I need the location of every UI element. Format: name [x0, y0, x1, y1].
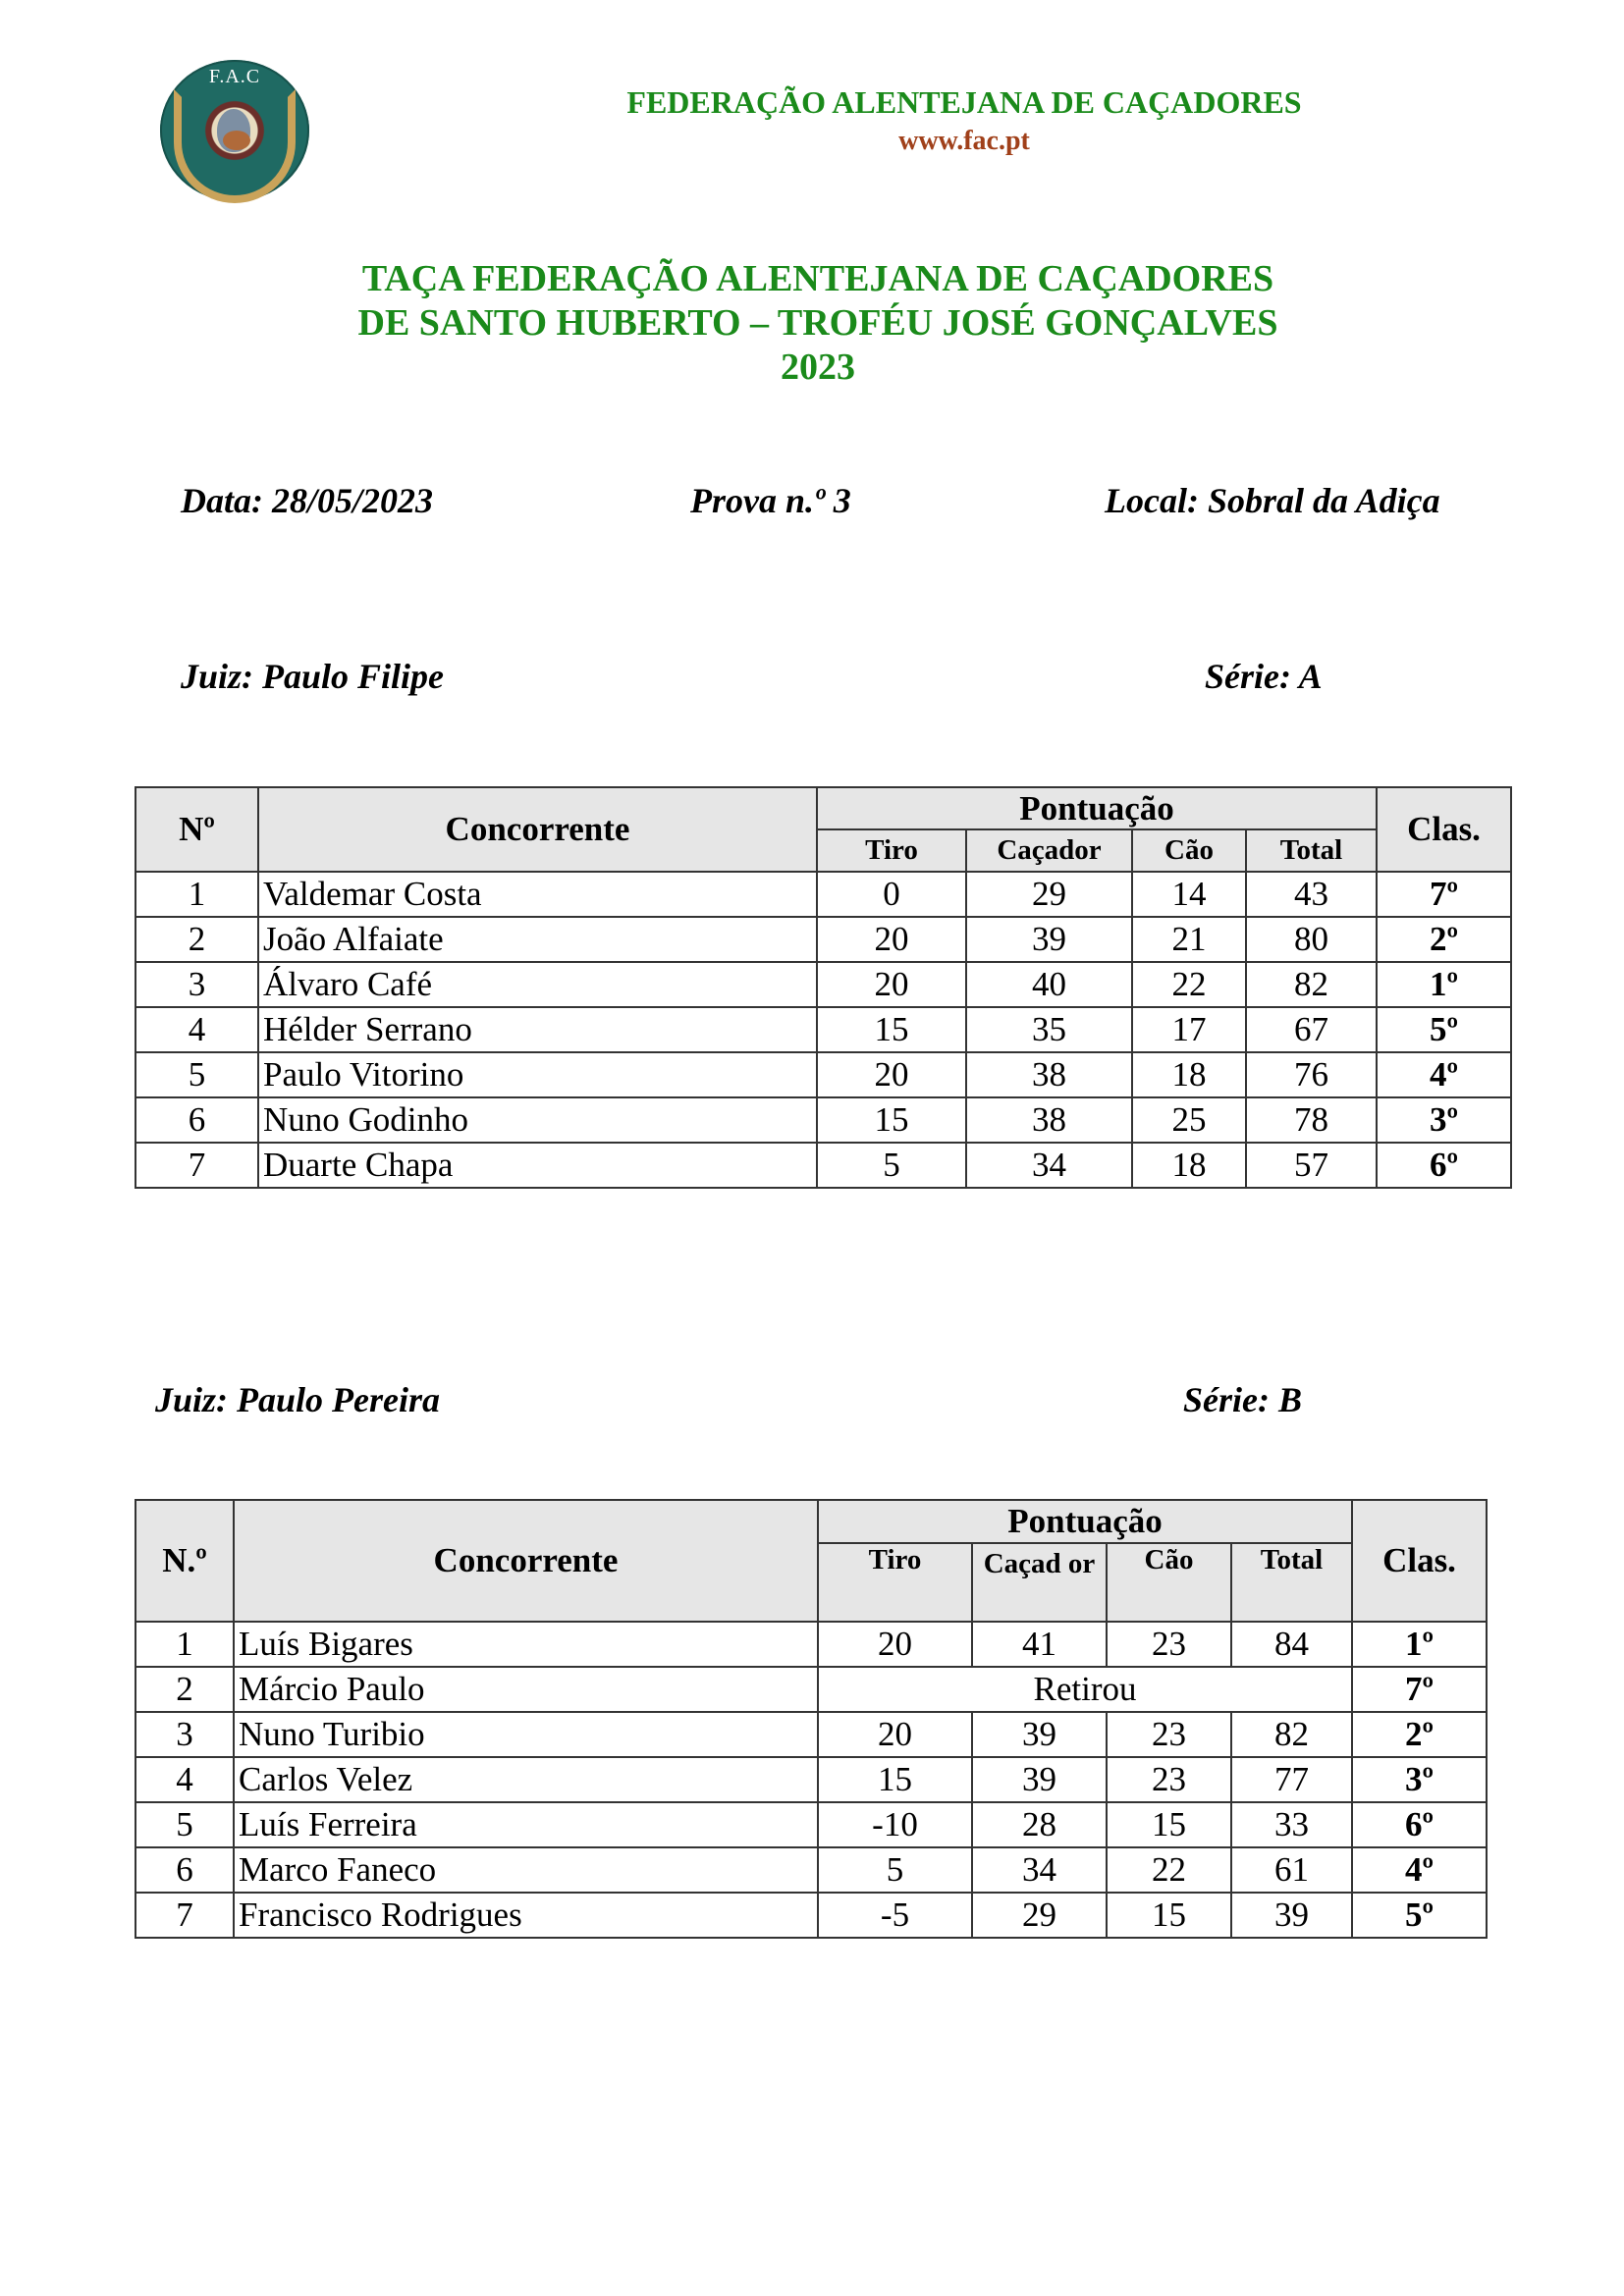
cell-tiro: 5 — [818, 1847, 972, 1893]
cell-cao: 21 — [1132, 917, 1246, 962]
cell-name: Paulo Vitorino — [258, 1052, 817, 1097]
series-b-table — [135, 1499, 1488, 1939]
cell-name: Francisco Rodrigues — [234, 1893, 818, 1938]
cell-cacador: 39 — [966, 917, 1132, 962]
col-header-cao: Cão — [1107, 1543, 1231, 1622]
cell-no: 5 — [135, 1052, 258, 1097]
cell-cao: 18 — [1132, 1052, 1246, 1097]
cell-cao: 22 — [1107, 1847, 1231, 1893]
table-row — [135, 1667, 1487, 1712]
cell-total: 39 — [1231, 1893, 1352, 1938]
cell-no: 6 — [135, 1097, 258, 1143]
event-prova: Prova n.º 3 — [690, 481, 851, 520]
table-row — [135, 1757, 1487, 1802]
cell-no: 2 — [135, 917, 258, 962]
cell-no: 1 — [135, 872, 258, 917]
series-a-label: Série: A — [1205, 657, 1323, 696]
title-line-3: 2023 — [781, 347, 855, 388]
cell-clas: 2º — [1377, 917, 1511, 962]
table-row — [135, 1712, 1487, 1757]
cell-no: 3 — [135, 1712, 234, 1757]
cell-clas: 4º — [1352, 1847, 1487, 1893]
cell-retired: Retirou — [818, 1667, 1352, 1712]
cell-name: Marco Faneco — [234, 1847, 818, 1893]
table-row — [135, 1143, 1511, 1188]
cell-cacador: 39 — [972, 1712, 1107, 1757]
cell-tiro: 15 — [817, 1007, 966, 1052]
col-header-cao: Cão — [1132, 829, 1246, 872]
col-header-no: N.º — [135, 1500, 234, 1622]
cell-clas: 3º — [1377, 1097, 1511, 1143]
cell-cao: 23 — [1107, 1712, 1231, 1757]
cell-cao: 15 — [1107, 1893, 1231, 1938]
cell-clas: 1º — [1352, 1622, 1487, 1667]
cell-cacador: 28 — [972, 1802, 1107, 1847]
org-url: www.fac.pt — [898, 126, 1030, 156]
cell-total: 61 — [1231, 1847, 1352, 1893]
cell-name: João Alfaiate — [258, 917, 817, 962]
cell-tiro: 20 — [817, 917, 966, 962]
cell-no: 6 — [135, 1847, 234, 1893]
series-a-judge: Juiz: Paulo Filipe — [181, 657, 445, 696]
col-header-cacador: Caçador — [966, 829, 1132, 872]
cell-cacador: 38 — [966, 1097, 1132, 1143]
cell-cao: 25 — [1132, 1097, 1246, 1143]
title-line-2: DE SANTO HUBERTO – TROFÉU JOSÉ GONÇALVES — [357, 302, 1278, 344]
cell-no: 1 — [135, 1622, 234, 1667]
col-header-group: Pontuação — [817, 787, 1377, 829]
cell-clas: 5º — [1352, 1893, 1487, 1938]
cell-cacador: 35 — [966, 1007, 1132, 1052]
cell-total: 78 — [1246, 1097, 1377, 1143]
cell-no: 3 — [135, 962, 258, 1007]
cell-no: 5 — [135, 1802, 234, 1847]
table-row — [135, 1847, 1487, 1893]
cell-clas: 6º — [1352, 1802, 1487, 1847]
cell-tiro: 20 — [818, 1622, 972, 1667]
col-header-name: Concorrente — [258, 787, 817, 872]
cell-cacador: 29 — [972, 1893, 1107, 1938]
cell-cao: 18 — [1132, 1143, 1246, 1188]
cell-clas: 6º — [1377, 1143, 1511, 1188]
cell-cao: 22 — [1132, 962, 1246, 1007]
cell-tiro: 15 — [817, 1097, 966, 1143]
cell-clas: 4º — [1377, 1052, 1511, 1097]
col-header-name: Concorrente — [234, 1500, 818, 1622]
series-b-judge: Juiz: Paulo Pereira — [155, 1380, 441, 1419]
table-row — [135, 917, 1511, 962]
cell-name: Duarte Chapa — [258, 1143, 817, 1188]
cell-name: Luís Ferreira — [234, 1802, 818, 1847]
cell-name: Hélder Serrano — [258, 1007, 817, 1052]
cell-tiro: 5 — [817, 1143, 966, 1188]
cell-name: Luís Bigares — [234, 1622, 818, 1667]
cell-name: Nuno Turibio — [234, 1712, 818, 1757]
cell-cacador: 29 — [966, 872, 1132, 917]
document-title — [0, 257, 1624, 390]
col-header-tiro: Tiro — [818, 1543, 972, 1622]
cell-cacador: 41 — [972, 1622, 1107, 1667]
cell-total: 43 — [1246, 872, 1377, 917]
cell-tiro: 20 — [817, 962, 966, 1007]
cell-cacador: 34 — [966, 1143, 1132, 1188]
cell-cao: 14 — [1132, 872, 1246, 917]
cell-cao: 15 — [1107, 1802, 1231, 1847]
cell-clas: 1º — [1377, 962, 1511, 1007]
cell-cacador: 38 — [966, 1052, 1132, 1097]
cell-total: 76 — [1246, 1052, 1377, 1097]
cell-clas: 7º — [1352, 1667, 1487, 1712]
table-row — [135, 962, 1511, 1007]
title-line-1: TAÇA FEDERAÇÃO ALENTEJANA DE CAÇADORES — [361, 258, 1274, 299]
org-name: FEDERAÇÃO ALENTEJANA DE CAÇADORES — [626, 84, 1302, 120]
cell-tiro: 20 — [817, 1052, 966, 1097]
cell-clas: 5º — [1377, 1007, 1511, 1052]
cell-cacador: 39 — [972, 1757, 1107, 1802]
col-header-total: Total — [1231, 1543, 1352, 1622]
col-header-no: Nº — [135, 787, 258, 872]
cell-no: 4 — [135, 1007, 258, 1052]
cell-total: 57 — [1246, 1143, 1377, 1188]
col-header-clas: Clas. — [1377, 787, 1511, 872]
col-header-cacador: Caçad or — [972, 1543, 1107, 1622]
cell-total: 80 — [1246, 917, 1377, 962]
col-header-clas: Clas. — [1352, 1500, 1487, 1622]
cell-tiro: 15 — [818, 1757, 972, 1802]
table-row — [135, 1097, 1511, 1143]
series-b-label: Série: B — [1183, 1380, 1302, 1419]
cell-total: 82 — [1231, 1712, 1352, 1757]
col-header-total: Total — [1246, 829, 1377, 872]
table-row — [135, 1007, 1511, 1052]
event-local: Local: Sobral da Adiça — [1105, 481, 1440, 520]
table-row — [135, 1052, 1511, 1097]
cell-no: 7 — [135, 1143, 258, 1188]
cell-name: Márcio Paulo — [234, 1667, 818, 1712]
col-header-group: Pontuação — [818, 1500, 1352, 1543]
table-row — [135, 1802, 1487, 1847]
cell-tiro: -10 — [818, 1802, 972, 1847]
cell-clas: 3º — [1352, 1757, 1487, 1802]
cell-no: 4 — [135, 1757, 234, 1802]
col-header-tiro: Tiro — [817, 829, 966, 872]
cell-cacador: 40 — [966, 962, 1132, 1007]
series-a-table — [135, 786, 1512, 1189]
table-row — [135, 1893, 1487, 1938]
cell-cao: 23 — [1107, 1622, 1231, 1667]
cell-clas: 7º — [1377, 872, 1511, 917]
cell-tiro: -5 — [818, 1893, 972, 1938]
cell-total: 82 — [1246, 962, 1377, 1007]
cell-name: Nuno Godinho — [258, 1097, 817, 1143]
cell-total: 33 — [1231, 1802, 1352, 1847]
cell-tiro: 0 — [817, 872, 966, 917]
cell-total: 84 — [1231, 1622, 1352, 1667]
cell-cao: 23 — [1107, 1757, 1231, 1802]
cell-no: 2 — [135, 1667, 234, 1712]
cell-name: Carlos Velez — [234, 1757, 818, 1802]
table-row — [135, 1622, 1487, 1667]
cell-name: Valdemar Costa — [258, 872, 817, 917]
cell-total: 77 — [1231, 1757, 1352, 1802]
table-row — [135, 872, 1511, 917]
cell-name: Álvaro Café — [258, 962, 817, 1007]
cell-cao: 17 — [1132, 1007, 1246, 1052]
cell-total: 67 — [1246, 1007, 1377, 1052]
cell-tiro: 20 — [818, 1712, 972, 1757]
cell-clas: 2º — [1352, 1712, 1487, 1757]
logo-text: F.A.C — [208, 66, 261, 87]
cell-no: 7 — [135, 1893, 234, 1938]
event-date: Data: 28/05/2023 — [181, 481, 433, 520]
cell-cacador: 34 — [972, 1847, 1107, 1893]
